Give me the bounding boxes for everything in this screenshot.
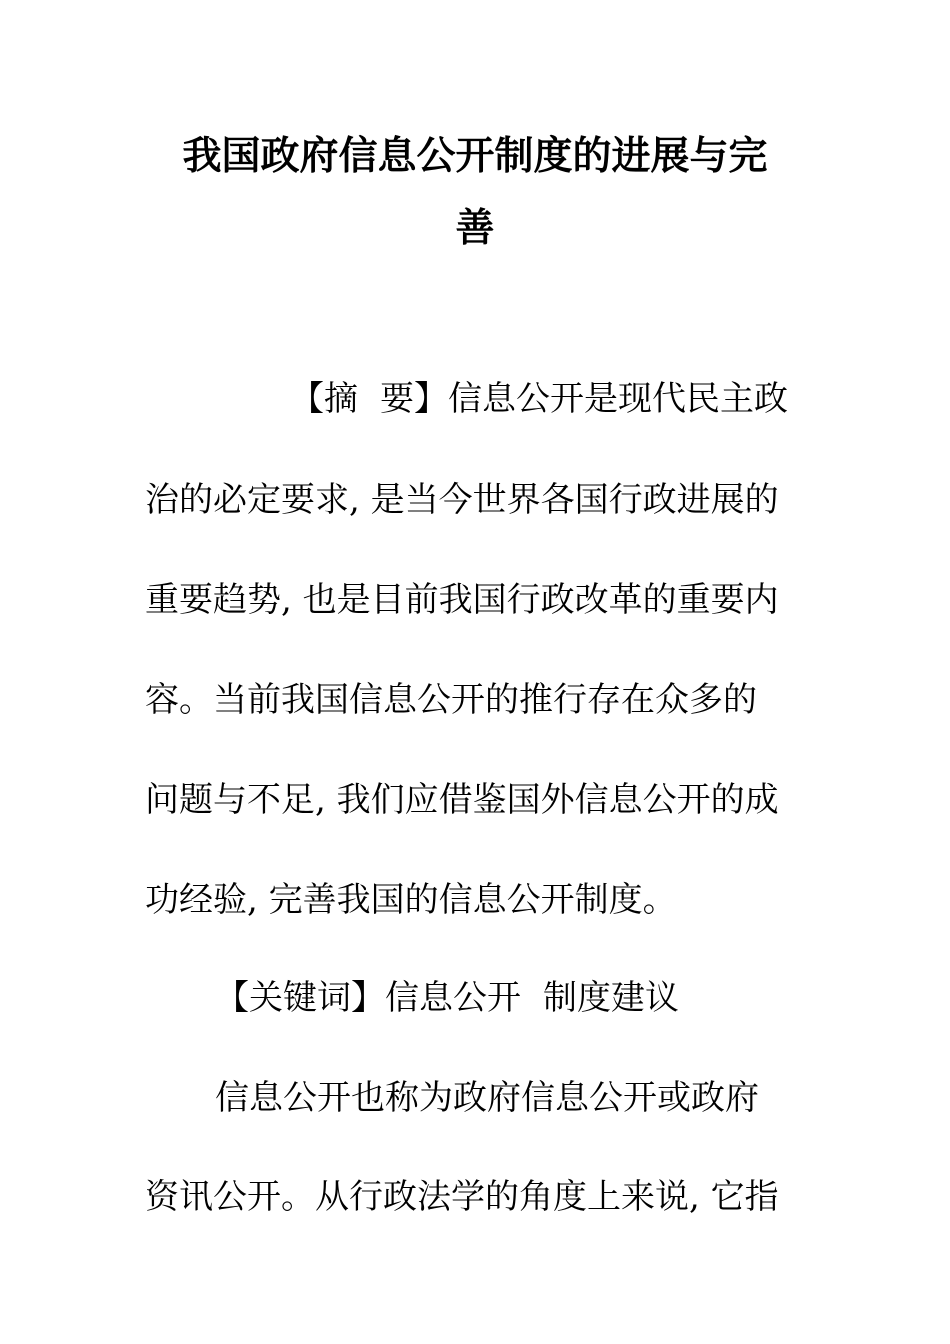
body-line-1: 信息公开也称为政府信息公开或政府 xyxy=(215,1078,759,1118)
abstract-line-6: 功经验, 完善我国的信息公开制度。 xyxy=(145,880,677,920)
keywords-line xyxy=(215,978,679,1018)
abstract-line-4: 容。当前我国信息公开的推行存在众多的 xyxy=(145,680,757,720)
title-line-2: 善 xyxy=(455,205,495,251)
abstract-line-5: 问题与不足, 我们应借鉴国外信息公开的成 xyxy=(145,780,779,820)
title-line-1: 我国政府信息公开制度的进展与完 xyxy=(182,133,768,179)
keyword-2: 制度建议 xyxy=(543,978,679,1018)
document-title xyxy=(120,120,830,264)
abstract-text-1: 信息公开是现代民主政 xyxy=(448,379,788,419)
abstract-line-3: 重要趋势, 也是目前我国行政改革的重要内 xyxy=(145,580,779,620)
keywords-label: 【关键词】 xyxy=(215,978,385,1018)
body-line-2: 资讯公开。从行政法学的角度上来说, 它指 xyxy=(145,1177,779,1217)
abstract-label-open: 【摘 xyxy=(290,379,358,419)
abstract-line-1 xyxy=(290,379,788,419)
keyword-1: 信息公开 xyxy=(385,978,521,1018)
abstract-line-2: 治的必定要求, 是当今世界各国行政进展的 xyxy=(145,480,779,520)
abstract-label-close: 要】 xyxy=(380,379,448,419)
